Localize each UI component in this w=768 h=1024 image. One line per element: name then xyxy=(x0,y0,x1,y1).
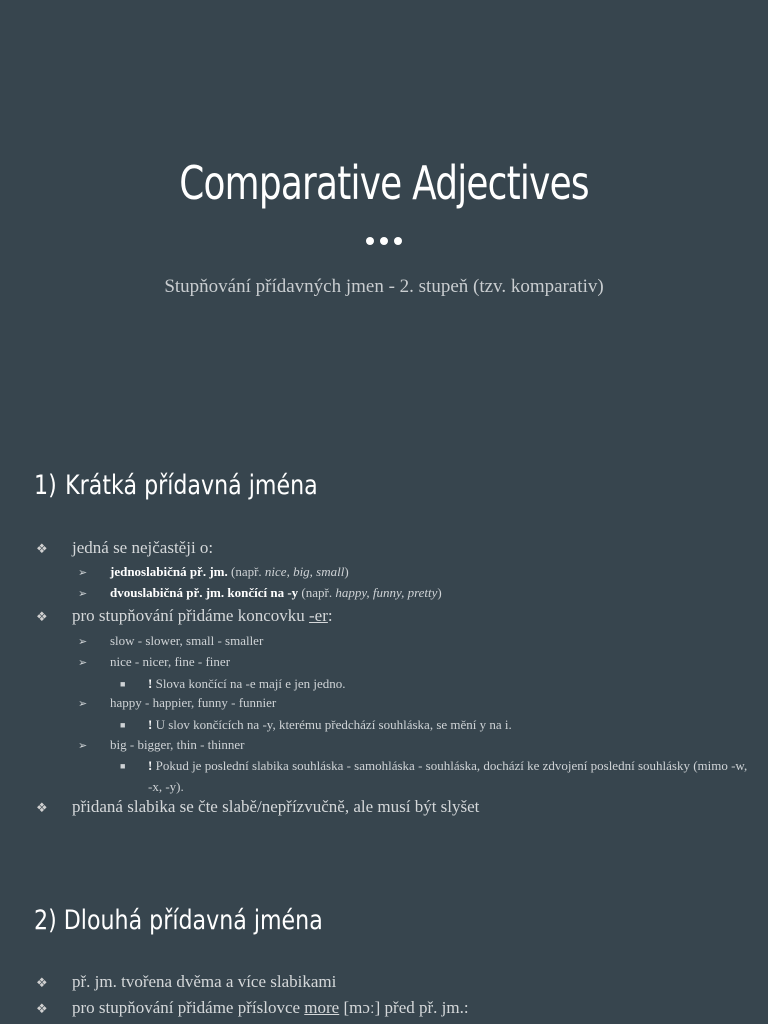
divider-dot xyxy=(380,237,388,245)
list-item-note xyxy=(120,755,748,797)
list-item-text: jedná se nejčastěji o: xyxy=(72,538,214,557)
section-heading xyxy=(34,470,318,501)
arrow-bullet-icon: ➢ xyxy=(78,740,88,752)
section-heading-text: Krátká přídavná jména xyxy=(65,470,318,501)
list-item xyxy=(78,654,230,670)
arrow-bullet-icon: ➢ xyxy=(78,588,88,600)
section-number: 1) xyxy=(34,470,57,501)
diamond-bullet-icon: ❖ xyxy=(36,800,48,815)
list-item-bold: jednoslabičná př. jm. xyxy=(110,564,228,579)
list-item xyxy=(36,797,479,817)
note-text: U slov končících na -y, kterému předchází souhláska, se mění y na i. xyxy=(152,717,512,732)
list-item-italic: nice, big, small xyxy=(264,564,345,579)
underlined-word: more xyxy=(304,998,340,1017)
square-bullet-icon: ■ xyxy=(120,720,126,730)
note-text: Pokud je poslední slabika souhláska - samohláska - souhláska, dochází ke zdvojení poslední souhlásky (mimo -w, -x, -y). xyxy=(148,758,748,794)
section-heading: 2) Dlouhá přídavná jména xyxy=(34,905,323,936)
list-item-text: (např. xyxy=(298,585,336,600)
list-item xyxy=(78,585,442,601)
list-item-text: př. jm. tvořena dvěma a více slabikami xyxy=(72,972,337,991)
list-item-text: happy - happier, funny - funnier xyxy=(110,695,277,710)
arrow-bullet-icon: ➢ xyxy=(78,567,88,579)
diamond-bullet-icon: ❖ xyxy=(36,1001,48,1016)
diamond-bullet-icon: ❖ xyxy=(36,541,48,556)
list-item xyxy=(78,695,276,711)
list-item xyxy=(78,737,245,753)
list-item-note xyxy=(120,714,512,736)
diamond-bullet-icon: ❖ xyxy=(36,609,48,624)
square-bullet-icon: ■ xyxy=(120,761,126,771)
exclamation-mark: ! xyxy=(148,676,153,691)
square-bullet-icon: ■ xyxy=(120,679,126,689)
arrow-bullet-icon: ➢ xyxy=(78,636,88,648)
slide-title: Comparative Adjectives xyxy=(179,156,589,210)
list-item-text: [mɔː] před př. jm.: xyxy=(339,998,469,1017)
exclamation-mark: ! xyxy=(148,717,153,732)
title-divider-dots xyxy=(0,237,768,245)
list-item-text: big - bigger, thin - thinner xyxy=(110,737,245,752)
underlined-suffix: -er xyxy=(309,606,328,625)
list-item xyxy=(36,606,333,626)
list-item-text: pro stupňování přidáme koncovku xyxy=(72,606,310,625)
divider-dot xyxy=(394,237,402,245)
exclamation-mark: ! xyxy=(148,758,153,773)
arrow-bullet-icon: ➢ xyxy=(78,698,88,710)
list-item xyxy=(36,998,469,1018)
list-item-bold: dvouslabičná př. jm. končící na -y xyxy=(110,585,299,600)
list-item-note xyxy=(120,673,345,695)
divider-dot xyxy=(366,237,374,245)
slide-subtitle: Stupňování přídavných jmen - 2. stupeň (tzv. komparativ) xyxy=(164,276,604,297)
note-wrap xyxy=(148,755,748,797)
note-text: Slova končící na -e mají e jen jedno. xyxy=(152,676,346,691)
list-item-text: slow - slower, small - smaller xyxy=(110,633,264,648)
list-item-italic: happy, funny, pretty xyxy=(335,585,438,600)
list-item xyxy=(78,564,349,580)
list-item-text: ) xyxy=(344,564,349,579)
list-item xyxy=(36,538,213,558)
title-slide xyxy=(0,0,768,420)
list-item-text: (např. xyxy=(227,564,265,579)
list-item-text: přidaná slabika se čte slabě/nepřízvučně, ale musí být slyšet xyxy=(72,797,480,816)
list-item xyxy=(78,633,263,649)
diamond-bullet-icon: ❖ xyxy=(36,975,48,990)
list-item-text: nice - nicer, fine - finer xyxy=(110,654,231,669)
list-item-text: ) xyxy=(437,585,442,600)
list-item xyxy=(36,972,336,992)
arrow-bullet-icon: ➢ xyxy=(78,657,88,669)
list-item-text: pro stupňování přidáme příslovce xyxy=(72,998,305,1017)
list-item-text: : xyxy=(327,606,333,625)
